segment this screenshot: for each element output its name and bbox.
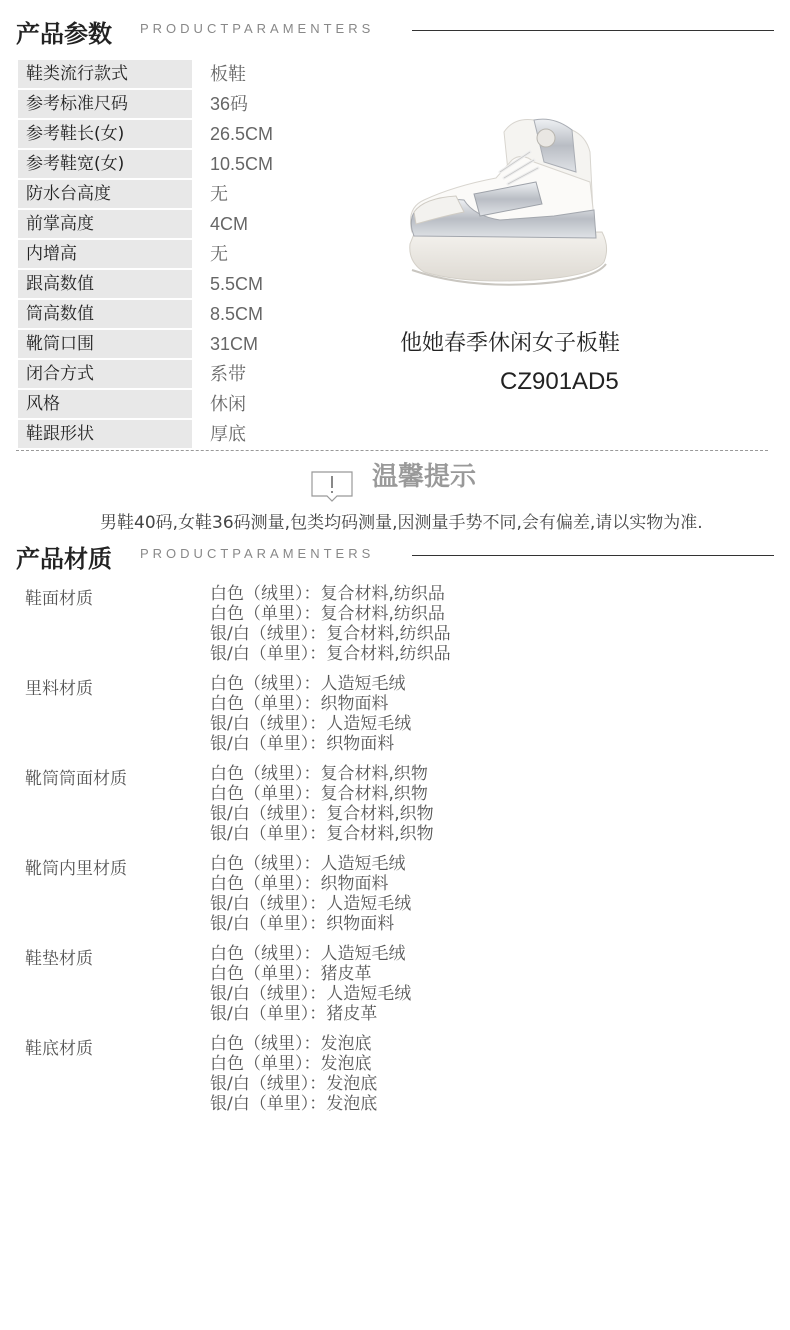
material-lines [210,584,451,664]
param-value: 10.5CM [210,154,274,174]
material-line: 白色（绒里）：人造短毛绒 [210,674,406,694]
param-label: 内增高 [18,240,192,268]
params-section-rule [412,30,774,31]
materials-section-title: 产品材质 [16,545,112,573]
param-row [18,150,418,178]
material-label: 里料材质 [25,679,93,699]
param-value: 休闲 [210,394,246,414]
param-row [18,420,418,448]
product-shoe-image [404,112,614,292]
param-value: 无 [210,184,228,204]
material-label: 鞋面材质 [25,589,93,609]
param-row [18,300,418,328]
material-label: 靴筒筒面材质 [25,769,127,789]
material-label: 靴筒内里材质 [25,859,127,879]
material-line: 白色（单里）：复合材料,纺织品 [210,604,445,624]
param-value: 5.5CM [210,274,264,294]
materials-section-rule [412,555,774,556]
material-line: 白色（绒里）：复合材料,织物 [210,764,428,784]
param-label: 闭合方式 [18,360,192,388]
material-line: 白色（单里）：发泡底 [210,1054,372,1074]
dashed-divider [16,450,768,451]
material-line: 银/白（单里）：织物面料 [210,734,395,754]
param-label: 跟高数值 [18,270,192,298]
param-label: 防水台高度 [18,180,192,208]
product-code: CZ901AD5 [500,368,619,395]
tip-text: 男鞋40码,女鞋36码测量,包类均码测量,因测量手势不同,会有偏差,请以实物为准. [100,513,703,533]
material-lines [210,764,434,844]
tip-title: 温馨提示 [372,462,477,492]
params-section-title: 产品参数 [16,20,112,48]
material-line: 银/白（绒里）：人造短毛绒 [210,714,412,734]
material-line: 银/白（单里）：织物面料 [210,914,395,934]
param-value: 26.5CM [210,124,274,144]
param-label: 参考鞋长(女) [18,120,192,148]
materials-section-subtitle: PRODUCTPARAMENTERS [140,546,375,561]
param-label: 靴筒口围 [18,330,192,358]
params-section-subtitle: PRODUCTPARAMENTERS [140,21,375,36]
param-label: 筒高数值 [18,300,192,328]
param-label: 鞋跟形状 [18,420,192,448]
material-line: 银/白（绒里）：复合材料,织物 [210,804,434,824]
material-label: 鞋底材质 [25,1039,93,1059]
material-line: 白色（绒里）：人造短毛绒 [210,854,406,874]
param-row [18,360,418,388]
param-row [18,120,418,148]
param-row [18,180,418,208]
param-row [18,390,418,418]
material-lines [210,944,411,1024]
param-value: 系带 [210,364,246,384]
material-line: 白色（绒里）：人造短毛绒 [210,944,406,964]
material-line: 银/白（单里）：复合材料,织物 [210,824,434,844]
param-row [18,330,418,358]
material-line: 银/白（单里）：复合材料,纺织品 [210,644,451,664]
material-line: 银/白（单里）：猪皮革 [210,1004,378,1024]
param-label: 参考标准尺码 [18,90,192,118]
material-line: 白色（单里）：猪皮革 [210,964,372,984]
material-line: 白色（单里）：织物面料 [210,874,389,894]
material-label: 鞋垫材质 [25,949,93,969]
material-lines [210,854,411,934]
param-label: 鞋类流行款式 [18,60,192,88]
param-label: 参考鞋宽(女) [18,150,192,178]
param-row [18,210,418,238]
material-line: 白色（绒里）：发泡底 [210,1034,372,1054]
param-value: 36码 [210,94,249,114]
material-line: 白色（单里）：复合材料,织物 [210,784,428,804]
param-label: 前掌高度 [18,210,192,238]
materials-section-header [16,533,774,573]
param-value: 厚底 [210,424,246,444]
product-name: 他她春季休闲女子板鞋 [400,331,621,356]
param-value: 无 [210,244,228,264]
material-line: 银/白（单里）：发泡底 [210,1094,378,1114]
param-row [18,270,418,298]
material-line: 银/白（绒里）：人造短毛绒 [210,894,412,914]
material-line: 白色（单里）：织物面料 [210,694,389,714]
param-label: 风格 [18,390,192,418]
material-lines [210,674,411,754]
speech-bubble-icon [310,470,354,502]
param-value: 8.5CM [210,304,264,324]
param-row [18,240,418,268]
material-line: 白色（绒里）：复合材料,纺织品 [210,584,445,604]
material-line: 银/白（绒里）：人造短毛绒 [210,984,412,1004]
param-value: 4CM [210,214,249,234]
material-line: 银/白（绒里）：复合材料,纺织品 [210,624,451,644]
param-row [18,60,418,88]
param-row [18,90,418,118]
material-line: 银/白（绒里）：发泡底 [210,1074,378,1094]
param-value: 31CM [210,334,259,354]
param-value: 板鞋 [210,64,246,84]
material-lines [210,1034,377,1114]
params-section-header [16,8,774,48]
